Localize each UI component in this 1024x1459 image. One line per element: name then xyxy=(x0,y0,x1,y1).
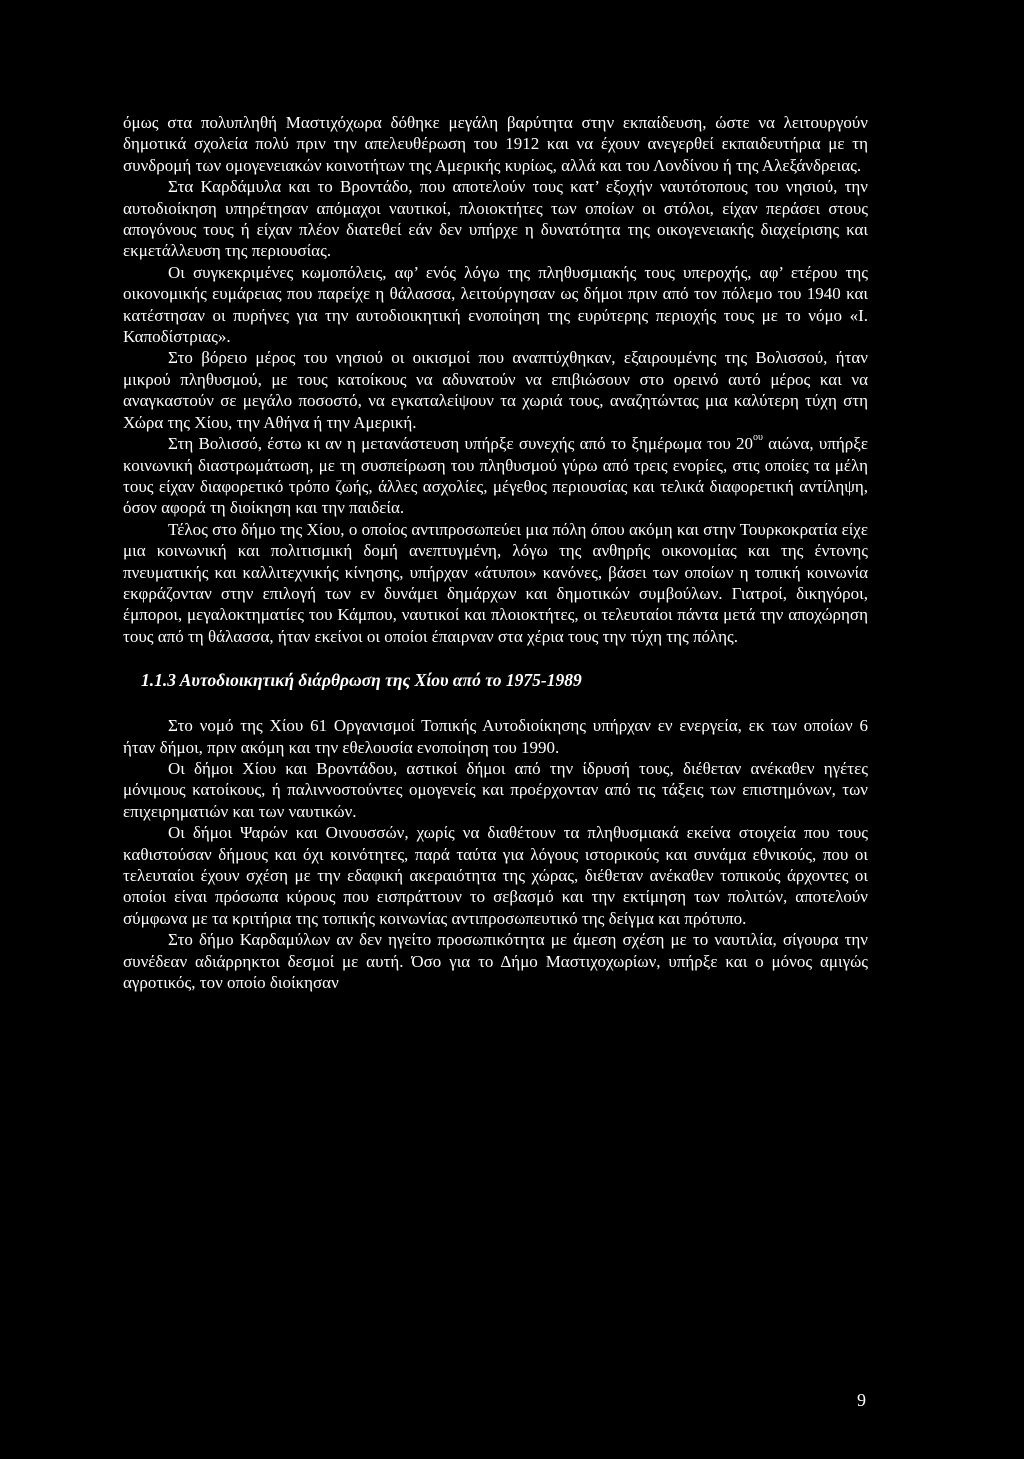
volissos-text-a: Στη Βολισσό, έστω κι αν η μετανάστευση υπήρξε συνεχής από το ξημέρωμα του 20 xyxy=(168,434,753,454)
paragraph-komopoleis: Οι συγκεκριμένες κωμοπόλεις, αφ’ ενός λόγω της πληθυσμιακής τους υπεροχής, αφ’ ετέρου της οικονομικής ευμάρειας που παρείχε η θάλασσα, λειτούργησαν ως δήμοι πριν από τον πόλεμο του 1940 και κατέστησαν οι πυρήνες για την αυτοδιοικητική ενοποίηση της ευρύτερης περιοχής τους με το νόμο «Ι. Καποδίστριας». xyxy=(123,262,868,347)
document-page xyxy=(123,112,868,993)
paragraph-chios-city: Τέλος στο δήμο της Χίου, ο οποίος αντιπροσωπεύει μια πόλη όπου ακόμη και στην Τουρκοκρατία είχε μια κοινωνική και πολιτισμική δομή ανεπτυγμένη, λόγω της ανθηρής οικονομίας και της έντονης πνευματικής και καλλιτεχνικής κίνησης, υπήρχαν «άτυποι» κανόνες, βάσει των οποίων η τοπική κοινωνία εκφράζονταν στην επιλογή των εν δυνάμει δημάρχων και δημοτικών συμβούλων. Γιατροί, δικηγόροι, έμποροι, μεγαλοκτηματίες του Κάμπου, ναυτικοί και πλοιοκτήτες, οι τελευταίοι πάντα μετά την αποχώρηση τους από τη θάλασσα, ήταν εκείνοι οι οποίοι έπαιρναν στα χέρια τους την τύχη της πόλης. xyxy=(123,519,868,646)
paragraph-chios-vrontados-municipalities: Οι δήμοι Χίου και Βροντάδου, αστικοί δήμοι από την ίδρυσή τους, διέθεταν ανέκαθεν ηγέτες μόνιμους κατοίκους, ή παλιννοστούντες ομογενείς και προέρχονταν από τις τάξεις των επιστημόνων, των επιχειρηματιών και των ναυτικών. xyxy=(123,758,868,821)
heading-spacer xyxy=(123,691,868,715)
volissos-text-b: αιώνα, υπήρξε κοινωνική διαστρωμάτωση, με τη συσπείρωση του πληθυσμού γύρω από τρεις ενορίες, στις οποίες τα μέλη τους είχαν διαφορετικό τρόπο ζωής, άλλες ασχολίες, μέγεθος περιουσίας και τελικά διαφορετική αντίληψη, όσον αφορά τη διοίκηση και την παιδεία. xyxy=(123,434,868,518)
paragraph-61-organizations: Στο νομό της Χίου 61 Οργανισμοί Τοπικής Αυτοδιοίκησης υπήρχαν εν ενεργεία, εκ των οποίων 6 ήταν δήμοι, πριν ακόμη και την εθελουσία ενοποίηση του 1990. xyxy=(123,716,868,757)
paragraph-education: όμως στα πολυπληθή Μαστιχόχωρα δόθηκε μεγάλη βαρύτητα στην εκπαίδευση, ώστε να λειτουργούν δημοτικά σχολεία πολύ πριν την απελευθέρωση του 1912 και να έχουν ανεγερθεί εκπαιδευτήρια με τη συνδρομή των ομογενειακών κοινοτήτων της Αμερικής κυρίως, αλλά και του Λονδίνου ή της Αλεξάνδρειας. xyxy=(123,113,868,175)
paragraph-kardamyla-mastichochoria: Στο δήμο Καρδαμύλων αν δεν ηγείτο προσωπικότητα με άμεση σχέση με το ναυτιλία, σίγουρα την συνέδεαν αδιάρρηκτοι δεσμοί με αυτή. Όσο για το Δήμο Μαστιχοχωρίων, υπήρξε και ο μόνος αμιγώς αγροτικός, τον οποίο διοίκησαν xyxy=(123,930,868,993)
section-spacer xyxy=(123,647,868,669)
paragraph-psara-oinousses: Οι δήμοι Ψαρών και Οινουσσών, χωρίς να διαθέτουν τα πληθυσμιακά εκείνα στοιχεία που τους καθιστούσαν δήμους και όχι κοινότητες, παρά ταύτα για λόγους ιστορικούς και συνάμα εθνικούς, που οι τελευταίοι έχουν σχέση με την εδαφική ακεραιότητα της χώρας, διέθεταν ανέκαθεν τοπικούς άρχοντες οι οποίοι είναι πρόσωπα κύρους που εισπράττουν το σεβασμό και την εκτίμηση των πολιτών, αποτελούν σύμφωνα με τα κριτήρια της τοπικής κοινωνίας αντιπροσωπευτικό της δείγμα και πρότυπο. xyxy=(123,823,868,928)
section-heading: 1.1.3 Αυτοδιοικητική διάρθρωση της Χίου από το 1975-1989 xyxy=(141,670,582,691)
paragraph-volissos xyxy=(123,433,868,519)
paragraph-north-chios: Στο βόρειο μέρος του νησιού οι οικισμοί που αναπτύχθηκαν, εξαιρουμένης της Βολισσού, ήταν μικρού πληθυσμού, με τους κατοίκους να αδυνατούν να επιβιώσουν στο ορεινό αυτό μέρος και να αναγκαστούν σε μεγάλο ποσοστό, να εγκαταλείψουν τα χωριά τους, αναζητώντας μια καλύτερη τύχη στη Χώρα της Χίου, την Αθήνα ή την Αμερική. xyxy=(123,348,868,432)
paragraph-kardamyla-vrontados: Στα Καρδάμυλα και το Βροντάδο, που αποτελούν τους κατ’ εξοχήν ναυτότοπους του νησιού, την αυτοδιοίκηση υπηρέτησαν απόμαχοι ναυτικοί, πλοιοκτήτες των οποίων οι στόλοι, είχαν περάσει στους απογόνους τους ή είχαν πλέον διατεθεί εάν δεν υπήρχε η δυνατότητα της οικογενειακής διαχείρισης και εκμετάλλευση της περιουσίας. xyxy=(123,177,868,261)
page-number: 9 xyxy=(857,1390,866,1410)
ordinal-superscript: ου xyxy=(753,432,763,444)
